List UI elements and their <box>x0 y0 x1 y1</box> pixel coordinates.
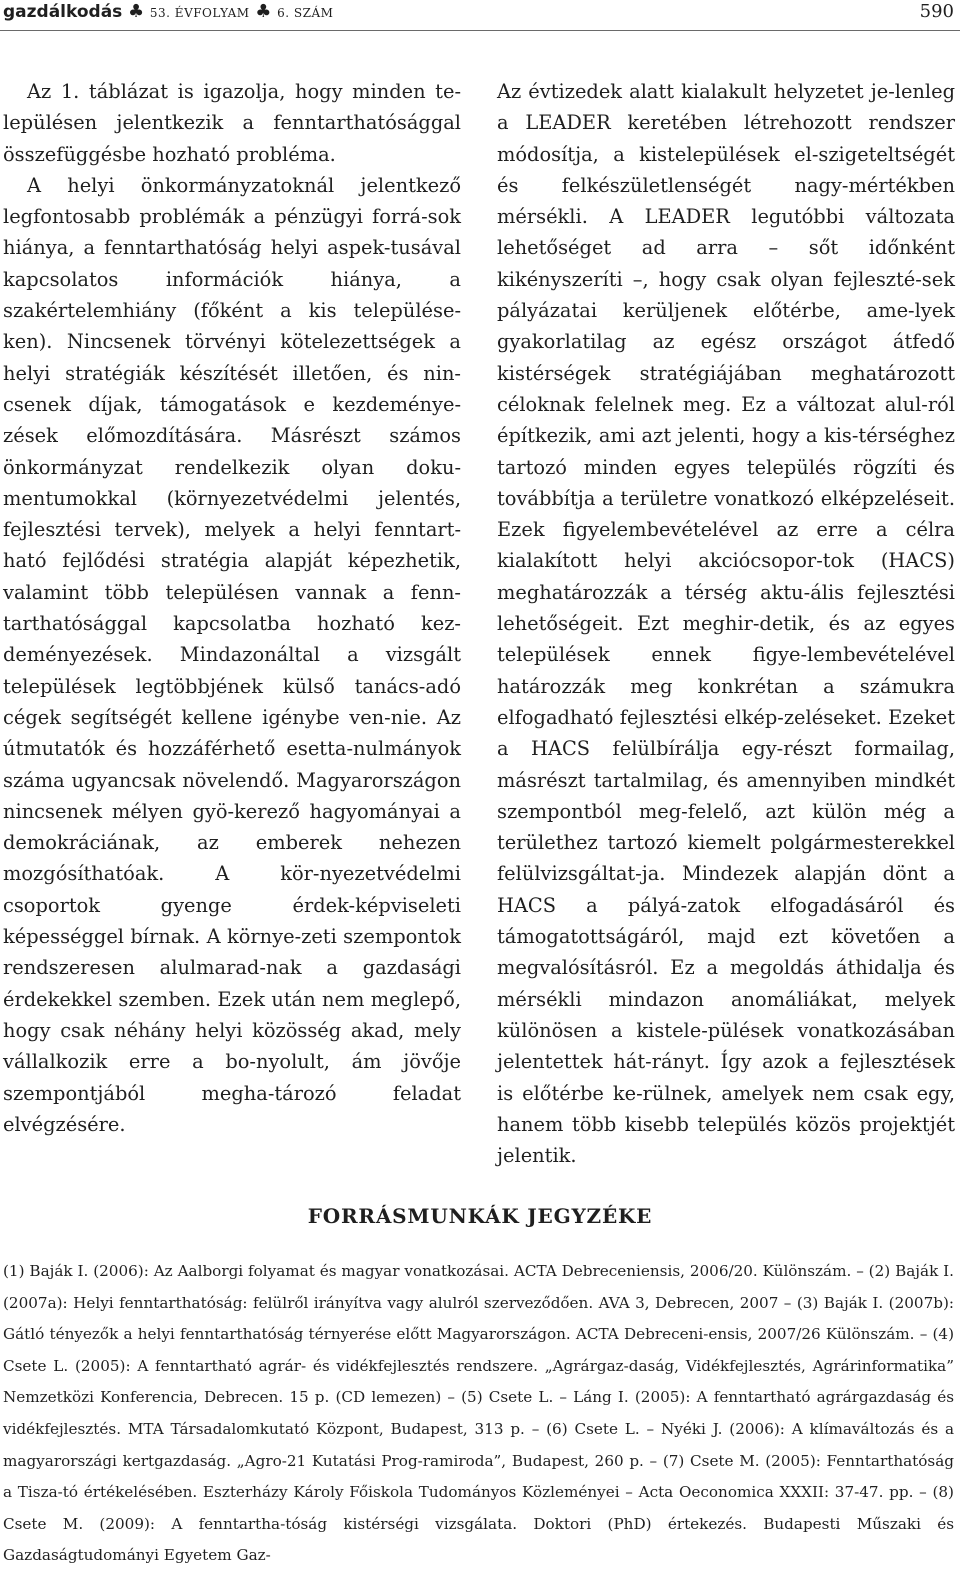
right-column <box>497 76 955 1171</box>
body-paragraph: Az 1. táblázat is igazolja, hogy minden te-lepülésen jelentkezik a fenntarthatósággal összefüggésbe hozható probléma. <box>3 80 461 166</box>
body-paragraph: Az évtizedek alatt kialakult helyzetet je-lenleg a LEADER keretében létrehozott rendszer módosítja, a kistelepülések el-szigeteltségét és felkészületlenségét nagy-mértékben mérsékli. A LEADER legutóbbi változata lehetőséget ad arra – sőt időnként kikényszeríti –, hogy csak olyan fejleszté-sek pályázatai kerüljenek előtérbe, ame-lyek gyakorlatilag az egész országot átfedő kistérségek stratégiájában meghatározott céloknak felelnek meg. Ez a változat alul-ról építkezik, ami azt jelenti, hogy a kis-térséghez tartozó minden egyes település rögzíti és továbbítja a területre vonatkozó elképzeléseit. Ezek figyelembevételével az erre a célra kialakított helyi akciócsopor-tok (HACS) meghatározzák a térség aktu-ális fejlesztési lehetőségeit. Ezt meghir-detik, és az egyes települések ennek figye-lembevételével határozzák meg konkrétan a számukra elfogadható fejlesztési elkép-zeléseket. Ezeket a HACS felülbírálja egy-részt formailag, másrészt tartalmilag, és amennyiben mindkét szempontból meg-felelő, azt külön még a területhez tartozó kiemelt polgármesterekkel felülvizsgáltat-ja. Mindezek alapján dönt a HACS a pályá-zatok elfogadásáról és támogatottságáról, majd ezt követően a megvalósításról. Ez a megoldás áthidalja és mérsékli mindazon anomáliákat, melyek különösen a kistele-pülések vonatkozásában jelentettek hát-rányt. Így azok a fejlesztések is előtérbe ke-rülnek, amelyek nem csak egy, hanem több kisebb település közös projektjét jelentik. <box>497 80 955 1168</box>
volume-label: 53. ÉVFOLYAM <box>149 6 250 20</box>
journal-info <box>3 0 333 25</box>
club-icon: ♣ <box>128 1 145 22</box>
references-title: FORRÁSMUNKÁK JEGYZÉKE <box>307 1204 653 1228</box>
journal-title: gazdálkodás <box>3 2 123 22</box>
header-divider <box>0 30 960 31</box>
references-list: (1) Baják I. (2006): Az Aalborgi folyamat és magyar vonatkozásai. ACTA Debreceniensis, 2006/20. Különszám. – (2) Baják I. (2007a): Helyi fenntarthatóság: felülről irányítva vagy alulról szerveződően. AVA 3, Debrecen, 2007 – (3) Baják I. (2007b): Gátló tényezők a helyi fenntarthatóság térnyerése előtt Magyarországon. ACTA Debreceni-ensis, 2007/26 Különszám. – (4) Csete L. (2005): A fenntartható agrár- és vidékfejlesztés rendszere. „Agrárgaz-daság, Vidékfejlesztés, Agrárinformatika” Nemzetközi Konferencia, Debrecen. 15 p. (CD lemezen) – (5) Csete L. – Láng I. (2005): A fenntartható agrárgazdaság és vidékfejlesztés. MTA Társadalomkutató Központ, Budapest, 313 p. – (6) Csete L. – Nyéki J. (2006): A klímaváltozás és a magyarországi kertgazdaság. „Agro-21 Kutatási Prog-ramiroda”, Budapest, 260 p. – (7) Csete M. (2005): Fenntarthatóság a Tisza-tó értékelésében. Eszterházy Károly Főiskola Tudományos Közleményei – Acta Oeconomica XXXII: 37-47. pp. – (8) Csete M. (2009): A fenntartha-tóság kistérségi vizsgálata. Doktori (PhD) értekezés. Budapesti Műszaki és Gazdaságtudományi Egyetem Gaz- <box>3 1262 954 1565</box>
body-paragraph: A helyi önkormányzatoknál jelentkező legfontosabb problémák a pénzügyi forrá-sok hiánya, a fenntarthatóság helyi aspek-tusával kapcsolatos információk hiánya, a szakértelemhiány (főként a kis települése-ken). Nincsenek törvényi kötelezettségek a helyi stratégiák készítését illetően, és nin-csenek díjak, támogatások e kezdeménye-zések előmozdítására. Másrészt számos önkormányzat rendelkezik olyan doku-mentumokkal (környezetvédelmi jelentés, fejlesztési tervek), melyek a helyi fenntart-ható fejlődési stratégia alapját képezhetik, valamint több településen vannak a fenn-tarthatósággal kapcsolatba hozható kez-deményezések. Mindazonáltal a vizsgált települések legtöbbjének külső tanács-adó cégek segítségét kellene igénybe ven-nie. Az útmutatók és hozzáférhető esetta-nulmányok száma ugyancsak növelendő. Magyarországon nincsenek mélyen gyö-kerező hagyományai a demokráciának, az emberek nehezen mozgósíthatóak. A kör-nyezetvédelmi csoportok gyenge érdek-képviseleti képességgel bírnak. A környe-zeti szempontok rendszeresen alulmarad-nak a gazdasági érdekekkel szemben. Ezek után nem meglepő, hogy csak néhány helyi közösség akad, mely vállalkozik erre a bo-nyolult, ám jövője szempontjából megha-tározó feladat elvégzésére. <box>3 173 461 1136</box>
club-icon: ♣ <box>255 1 272 22</box>
issue-label: 6. SZÁM <box>277 6 334 20</box>
page-number: 590 <box>919 1 954 22</box>
running-header <box>3 0 954 28</box>
left-column <box>3 76 461 1140</box>
